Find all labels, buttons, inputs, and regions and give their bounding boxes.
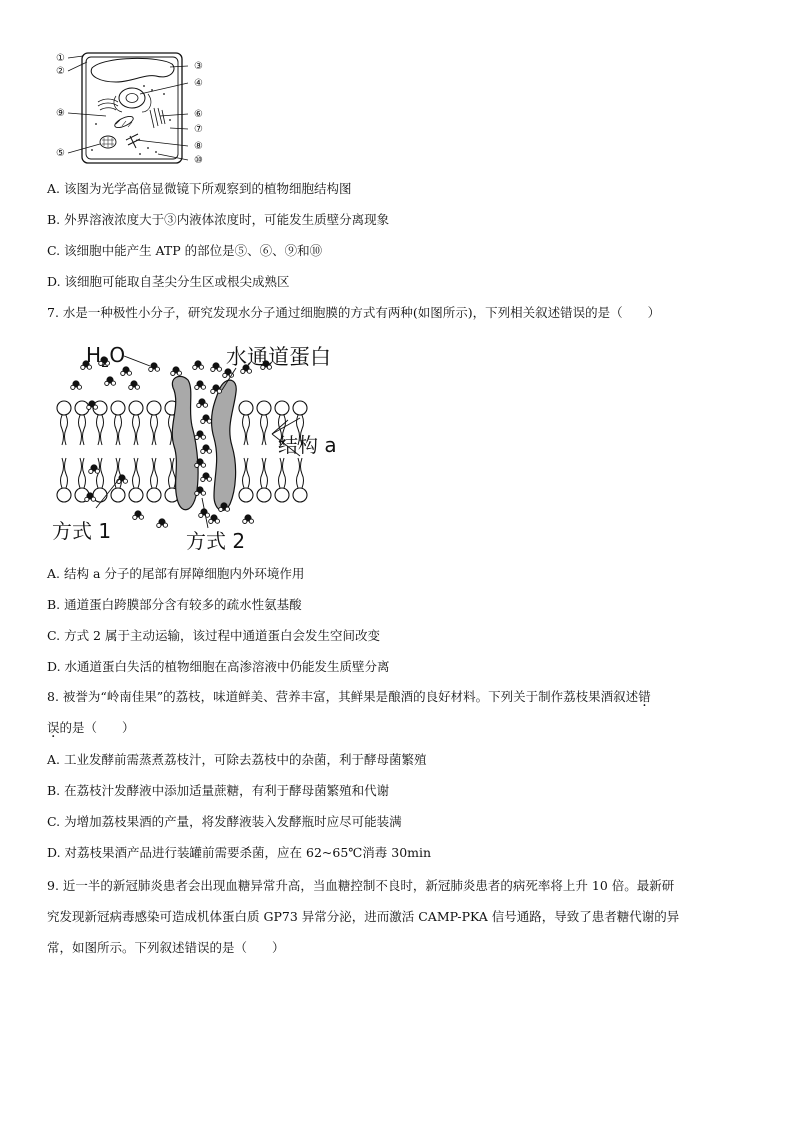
q6-option-c: C. 该细胞中能产生 ATP 的部位是⑤、⑥、⑨和⑩ (47, 243, 323, 258)
q8-option-b: B. 在荔枝汁发酵液中添加适量蔗糖，有利于酵母菌繁殖和代谢 (47, 783, 390, 798)
q8-option-d: D. 对荔枝果酒产品进行装罐前需要杀菌，应在 62~65℃消毒 30min (47, 845, 432, 860)
q6-option-b: B. 外界溶液浓度大于③内液体浓度时，可能发生质壁分离现象 (47, 212, 390, 227)
cell-label-10: ⑩ (194, 155, 203, 166)
cell-label-1: ① (56, 53, 65, 64)
mitochondrion (113, 114, 135, 130)
q6-option-a: A. 该图为光学高倍显微镜下所观察到的植物细胞结构图 (47, 181, 352, 196)
mode-2-label: 方式 2 (186, 529, 246, 553)
h2o-label (86, 343, 125, 371)
q9-stem-line-2: 究发现新冠病毒感染可造成机体蛋白质 GP73 异常分泌，进而激活 CAMP-PKA 信号通路，导致了患者糖代谢的异 (47, 909, 680, 924)
q7-option-b: B. 通道蛋白跨膜部分含有较多的疏水性氨基酸 (47, 597, 302, 612)
q7-option-a: A. 结构 a 分子的尾部有屏障细胞内外环境作用 (47, 566, 305, 581)
q7-stem: 7. 水是一种极性小分子，研究发现水分子通过细胞膜的方式有两种(如图所示)，下列相关叙述错误的是（ ） (47, 305, 661, 320)
plant-cell-diagram (52, 50, 222, 170)
q9-stem-line-3: 常，如图所示。下列叙述错误的是（ ） (47, 940, 285, 955)
plant-cell-figure (52, 50, 222, 170)
cell-label-8: ⑧ (194, 141, 203, 152)
h2o-label-tail: O (109, 343, 126, 367)
centrosome (126, 134, 140, 148)
vacuole (91, 58, 174, 82)
golgi-apparatus (98, 99, 118, 110)
cell-label-6: ⑥ (194, 109, 203, 120)
chloroplast-grana (102, 137, 114, 147)
q8-option-c: C. 为增加荔枝果酒的产量，将发酵液装入发酵瓶时应尽可能装满 (47, 814, 402, 829)
q6-option-d: D. 该细胞可能取自茎尖分生区或根尖成熟区 (47, 274, 290, 289)
q9-stem-line-1: 9. 近一半的新冠肺炎患者会出现血糖异常升高，当血糖控制不良时，新冠肺炎患者的病死率将上升 10 倍。最新研 (47, 878, 675, 893)
nucleus (119, 88, 145, 108)
q7-option-d: D. 水通道蛋白失活的植物细胞在高渗溶液中仍能发生质壁分离 (47, 659, 390, 674)
q8-emphasis-wu: 误 (47, 720, 60, 735)
q8-stem-text-b: 的是（ ） (59, 720, 135, 735)
q8-option-a: A. 工业发酵前需蒸煮荔枝汁，可除去荔枝中的杂菌，利于酵母菌繁殖 (47, 752, 427, 767)
aquaporin-label: 水通道蛋白 (226, 345, 331, 369)
membrane-diagram (50, 338, 360, 554)
aquaporin-left-subunit (172, 376, 198, 509)
ribosome-dots (91, 85, 171, 155)
cell-label-2: ② (56, 66, 65, 77)
q8-stem-line-2 (47, 719, 135, 737)
cell-label-4: ④ (194, 78, 203, 89)
h2o-label-subscript: 2 (101, 356, 110, 371)
structure-a-label: 结构 a (278, 433, 337, 457)
q7-option-c: C. 方式 2 属于主动运输，该过程中通道蛋白会发生空间改变 (47, 628, 380, 643)
cell-label-5: ⑤ (56, 148, 65, 159)
q8-emphasis-cuo: 错 (638, 689, 651, 704)
nucleolus (126, 94, 138, 103)
cell-label-7: ⑦ (194, 124, 203, 135)
rough-er (150, 108, 165, 128)
cell-label-9: ⑨ (56, 108, 65, 119)
water-transport-figure (50, 338, 360, 554)
mode-1-label: 方式 1 (52, 519, 112, 543)
q8-stem-line-1 (47, 688, 651, 706)
cell-label-3: ③ (194, 61, 203, 72)
aquaporin-right-subunit (212, 380, 237, 510)
h2o-label-base: H (86, 343, 102, 367)
q8-stem-text-a: 8. 被誉为“岭南佳果”的荔枝，味道鲜美、营养丰富，其鲜果是酿酒的良好材料。下列关于制作荔枝果酒叙述 (47, 689, 639, 704)
